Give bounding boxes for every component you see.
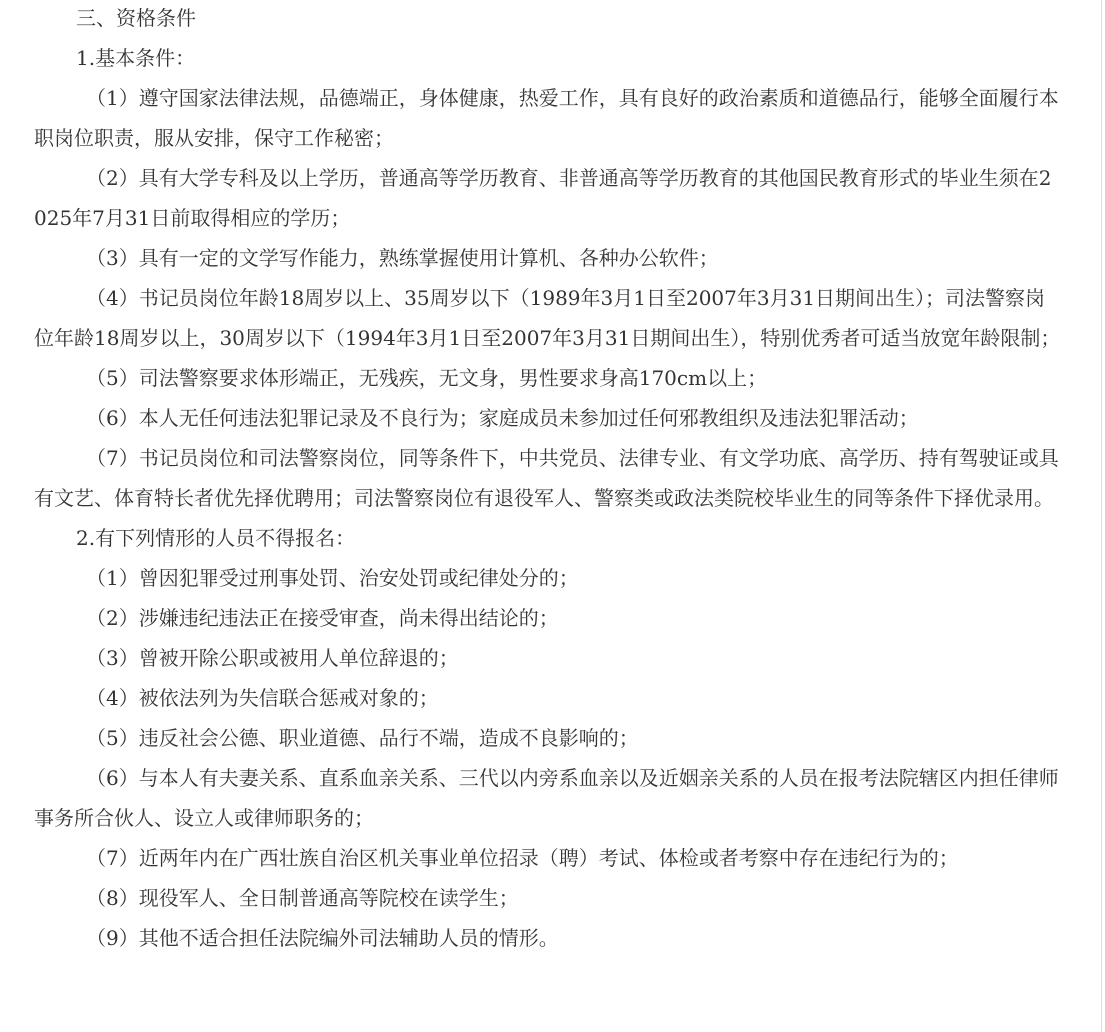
exclusion-item: （3）曾被开除公职或被用人单位辞退的；: [86, 646, 459, 670]
basic-condition-item: （7）书记员岗位和司法警察岗位，同等条件下，中共党员、法律专业、有文学功底、高学历、持有驾驶证或具有文艺、体育特长者优先择优聘用；司法警察岗位有退役军人、警察类或政法类院校毕业生的同等条件下择优录用。: [34, 446, 1059, 510]
basic-condition-item: （6）本人无任何违法犯罪记录及不良行为；家庭成员未参加过任何邪教组织及违法犯罪活动；: [86, 406, 919, 430]
basic-condition-item: （4）书记员岗位年龄18周岁以上、35周岁以下（1989年3月1日至2007年3月31日期间出生）；司法警察岗位年龄18周岁以上，30周岁以下（1994年3月1日至2007年3月31日期间出生），特别优秀者可适当放宽年龄限制；: [34, 286, 1061, 350]
section-title: 三、资格条件: [76, 6, 196, 30]
exclusion-item: （2）涉嫌违纪违法正在接受审查，尚未得出结论的；: [86, 606, 559, 630]
exclusion-heading: 2.有下列情形的人员不得报名：: [76, 526, 356, 550]
exclusion-item: （1）曾因犯罪受过刑事处罚、治安处罚或纪律处分的；: [86, 566, 579, 590]
basic-conditions-heading: 1.基本条件：: [76, 46, 196, 70]
basic-condition-item: （2）具有大学专科及以上学历，普通高等学历教育、非普通高等学历教育的其他国民教育形式的毕业生须在2025年7月31日前取得相应的学历；: [34, 166, 1052, 230]
basic-condition-item: （5）司法警察要求体形端正，无残疾，无文身，男性要求身高170cm以上；: [86, 366, 768, 390]
exclusion-item: （9）其他不适合担任法院编外司法辅助人员的情形。: [86, 926, 559, 950]
basic-condition-item: （1）遵守国家法律法规，品德端正，身体健康，热爱工作，具有良好的政治素质和道德品行，能够全面履行本职岗位职责，服从安排，保守工作秘密；: [34, 86, 1059, 150]
exclusion-item: （6）与本人有夫妻关系、直系血亲关系、三代以内旁系血亲以及近姻亲关系的人员在报考法院辖区内担任律师事务所合伙人、设立人或律师职务的；: [34, 766, 1059, 830]
article-body: [34, 0, 1064, 958]
exclusion-item: （7）近两年内在广西壮族自治区机关事业单位招录（聘）考试、体检或者考察中存在违纪行为的；: [86, 846, 959, 870]
exclusion-item: （4）被依法列为失信联合惩戒对象的；: [86, 686, 439, 710]
exclusion-item: （5）违反社会公德、职业道德、品行不端，造成不良影响的；: [86, 726, 639, 750]
exclusion-item: （8）现役军人、全日制普通高等院校在读学生；: [86, 886, 519, 910]
basic-condition-item: （3）具有一定的文学写作能力，熟练掌握使用计算机、各种办公软件；: [86, 246, 719, 270]
